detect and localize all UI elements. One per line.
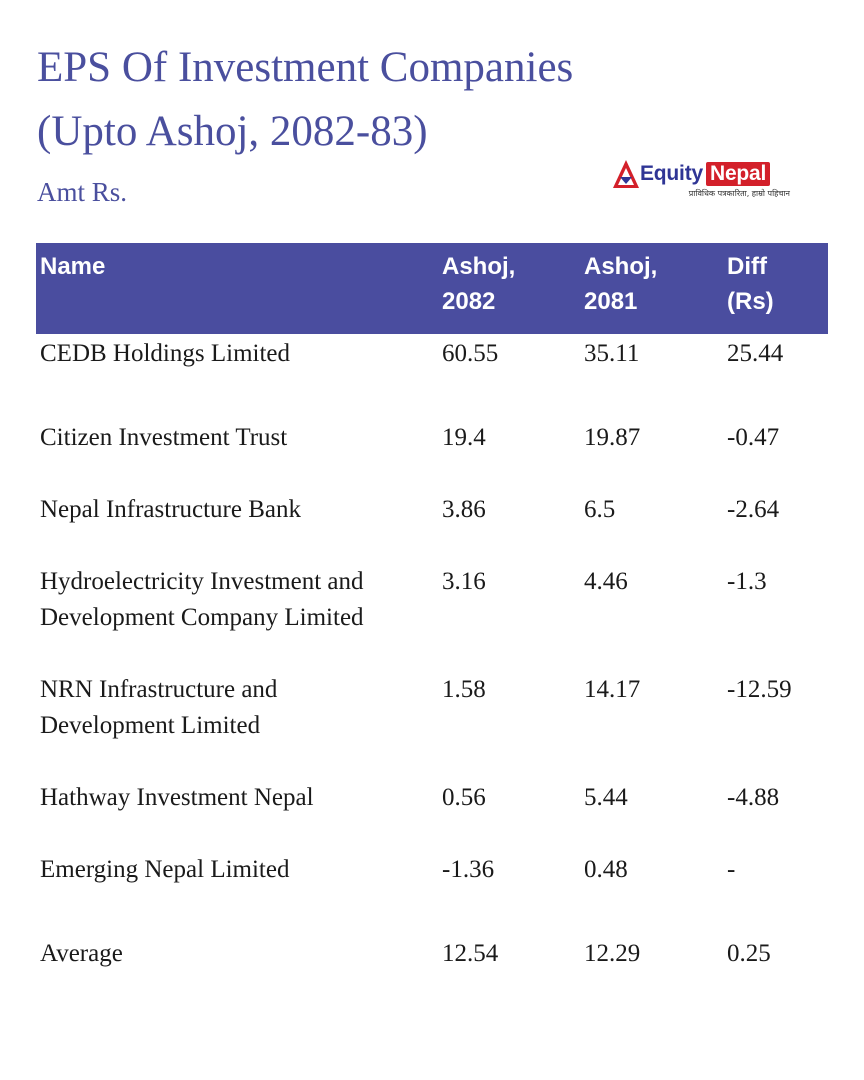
header-name-line: Name — [40, 253, 106, 280]
eps-2082-cell: 19.4 — [442, 424, 486, 451]
logo-word-equity: Equity — [640, 162, 703, 185]
title-line-2: (Upto Ashoj, 2082-83) — [37, 108, 428, 155]
eps-2081-cell: 0.48 — [584, 856, 628, 883]
company-name-cell — [40, 936, 420, 972]
eps-2081-cell: 12.29 — [584, 940, 641, 967]
header-diff-line: (Rs) — [727, 288, 774, 315]
company-name-line: CEDB Holdings Limited — [40, 340, 290, 367]
eps-2081-cell: 35.11 — [584, 340, 640, 367]
header-diff-line: Diff — [727, 253, 767, 280]
diff-cell: 25.44 — [727, 340, 784, 367]
eps-2081-cell: 5.44 — [584, 784, 628, 811]
eps-2082-cell: 12.54 — [442, 940, 499, 967]
company-name-cell — [40, 672, 420, 744]
header-ashoj-2082-line: 2082 — [442, 288, 496, 315]
header-name — [40, 249, 420, 284]
company-name-cell — [40, 492, 420, 528]
logo-tagline: प्राविधिक पत्रकारिता, हाम्रो पहिचान — [688, 189, 790, 198]
diff-cell: -0.47 — [727, 424, 780, 451]
eps-2081-cell: 14.17 — [584, 676, 641, 703]
eps-2082-cell: 0.56 — [442, 784, 486, 811]
eps-2082-cell: 3.86 — [442, 496, 486, 523]
company-name-line: Average — [40, 940, 123, 967]
eps-2082-cell: 1.58 — [442, 676, 486, 703]
company-name-cell — [40, 336, 420, 372]
eps-2082-cell: -1.36 — [442, 856, 495, 883]
logo-mark-icon — [612, 159, 640, 189]
amount-unit-label: Amt Rs. — [37, 177, 128, 207]
header-ashoj-2081-line: Ashoj, — [584, 253, 658, 280]
diff-cell: 0.25 — [727, 940, 771, 967]
eps-2081-cell: 19.87 — [584, 424, 641, 451]
equity-nepal-logo — [612, 158, 792, 204]
diff-cell: -4.88 — [727, 784, 780, 811]
company-name-line: Hydroelectricity Investment and — [40, 568, 364, 595]
eps-2081-cell: 4.46 — [584, 568, 628, 595]
diff-cell: -1.3 — [727, 568, 767, 595]
company-name-line: Citizen Investment Trust — [40, 424, 288, 451]
diff-cell: -12.59 — [727, 676, 792, 703]
header-ashoj-2081-line: 2081 — [584, 288, 638, 315]
header-ashoj-2082 — [442, 249, 572, 319]
company-name-cell — [40, 420, 420, 456]
company-name-line: Emerging Nepal Limited — [40, 856, 290, 883]
logo-word-nepal: Nepal — [706, 162, 770, 186]
diff-cell: -2.64 — [727, 496, 780, 523]
eps-table — [36, 243, 828, 967]
company-name-line: NRN Infrastructure and — [40, 676, 278, 703]
company-name-line: Development Limited — [40, 712, 261, 739]
company-name-line: Hathway Investment Nepal — [40, 784, 314, 811]
header-diff — [727, 249, 827, 319]
logo-wordmark — [639, 160, 770, 188]
company-name-cell — [40, 852, 420, 888]
company-name-line: Nepal Infrastructure Bank — [40, 496, 301, 523]
title-line-1: EPS Of Investment Companies — [37, 44, 574, 91]
header-ashoj-2082-line: Ashoj, — [442, 253, 516, 280]
company-name-cell — [40, 564, 420, 636]
diff-cell: - — [727, 856, 736, 883]
page-title — [37, 36, 637, 164]
company-name-line: Development Company Limited — [40, 604, 364, 631]
eps-2081-cell: 6.5 — [584, 496, 616, 523]
eps-2082-cell: 60.55 — [442, 340, 499, 367]
table-header — [36, 243, 828, 334]
header-ashoj-2081 — [584, 249, 714, 319]
company-name-cell — [40, 780, 420, 816]
eps-2082-cell: 3.16 — [442, 568, 486, 595]
